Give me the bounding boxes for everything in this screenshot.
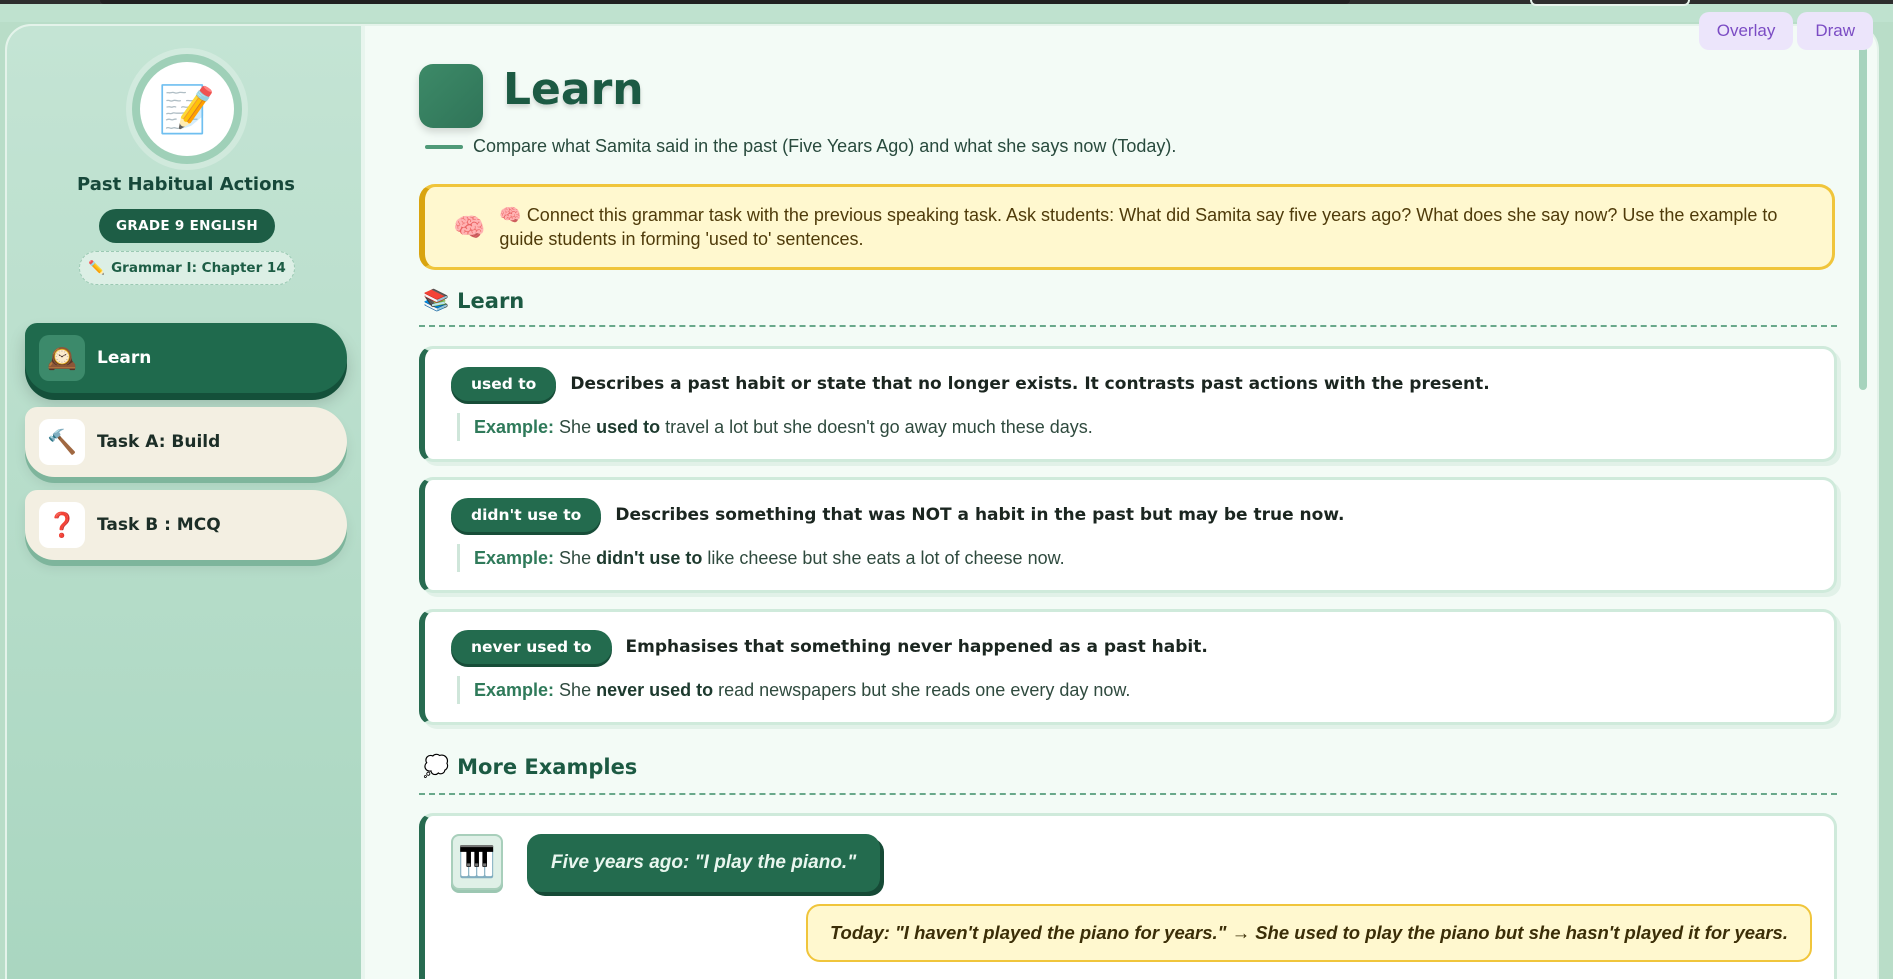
nav-item-label: Task B : MCQ bbox=[97, 515, 221, 535]
today-speech-bubble: Today: "I haven't played the piano for years." → She used to play the piano but she hasn't played it for years. bbox=[806, 904, 1812, 962]
grammar-tag: used to bbox=[451, 367, 556, 401]
example-highlight: used to bbox=[596, 416, 661, 437]
chapter-badge bbox=[79, 251, 295, 285]
title-icon-block bbox=[419, 64, 483, 128]
grammar-example bbox=[457, 544, 1065, 572]
sidebar bbox=[7, 26, 365, 979]
example-highlight: never used to bbox=[596, 679, 714, 700]
section-divider bbox=[419, 793, 1837, 795]
clock-icon: 🕰️ bbox=[39, 335, 85, 381]
nav-item-learn[interactable] bbox=[25, 323, 347, 393]
thought-bubble-icon: 💭 bbox=[423, 754, 450, 778]
example-text: travel a lot but she doesn't go away much these days. bbox=[665, 416, 1093, 437]
example-text: She bbox=[559, 416, 592, 437]
brain-icon: 🧠 bbox=[453, 211, 486, 242]
lesson-title: Past Habitual Actions bbox=[77, 174, 295, 195]
grammar-card-never-used-to bbox=[419, 609, 1837, 725]
example-text: She bbox=[559, 679, 592, 700]
note-body: Connect this grammar task with the previous speaking task. Ask students: What did Samita say five years ago? What does she say now? Use the example to guide students in forming 'used to' sentences. bbox=[499, 205, 1778, 249]
chapter-label: Grammar I: Chapter 14 bbox=[111, 260, 286, 276]
main-content bbox=[419, 26, 1839, 979]
grade-badge: GRADE 9 ENGLISH bbox=[99, 209, 275, 243]
nav-item-label: Learn bbox=[97, 348, 152, 368]
memo-icon: 📝 bbox=[140, 62, 234, 156]
grammar-definition: Describes something that was NOT a habit in the past but may be true now. bbox=[615, 505, 1345, 525]
subtitle-accent bbox=[425, 145, 463, 149]
grammar-card-used-to bbox=[419, 346, 1837, 462]
nav-item-task-b[interactable] bbox=[25, 490, 347, 560]
pencil-icon: ✏️ bbox=[88, 260, 106, 276]
overlay-button[interactable]: Overlay bbox=[1699, 12, 1794, 50]
scrollbar[interactable] bbox=[1859, 46, 1867, 390]
question-icon: ❓ bbox=[39, 502, 85, 548]
grammar-definition: Emphasises that something never happened as a past habit. bbox=[625, 637, 1208, 657]
app-frame bbox=[5, 24, 1879, 979]
example-label: Example: bbox=[474, 416, 555, 437]
example-text: like cheese but she eats a lot of cheese now. bbox=[707, 547, 1065, 568]
address-bar[interactable] bbox=[100, 0, 1350, 4]
section-title: More Examples bbox=[457, 754, 638, 779]
example-highlight: didn't use to bbox=[596, 547, 703, 568]
grammar-card-didnt-use-to bbox=[419, 477, 1837, 593]
page-title: Learn bbox=[503, 64, 644, 115]
grammar-example bbox=[457, 413, 1093, 441]
browser-button[interactable] bbox=[1530, 0, 1690, 6]
books-icon: 📚 bbox=[423, 288, 450, 312]
nav-item-task-a[interactable] bbox=[25, 407, 347, 477]
hammer-icon: 🔨 bbox=[39, 419, 85, 465]
note-text bbox=[499, 203, 1792, 251]
example-label: Example: bbox=[474, 679, 555, 700]
avatar-ring bbox=[132, 54, 242, 164]
example-label: Example: bbox=[474, 547, 555, 568]
page-subtitle: Compare what Samita said in the past (Five Years Ago) and what she says now (Today). bbox=[473, 136, 1177, 156]
section-more-examples-heading bbox=[423, 754, 637, 779]
grammar-example bbox=[457, 676, 1130, 704]
browser-top-strip bbox=[0, 0, 1893, 22]
grammar-definition: Describes a past habit or state that no longer exists. It contrasts past actions with the present. bbox=[570, 374, 1490, 394]
nav-item-label: Task A: Build bbox=[97, 432, 221, 452]
teacher-note bbox=[419, 184, 1835, 270]
section-learn-heading bbox=[423, 288, 524, 313]
draw-button[interactable]: Draw bbox=[1797, 12, 1873, 50]
section-divider bbox=[419, 325, 1837, 327]
grammar-tag: never used to bbox=[451, 630, 612, 664]
example-text: She bbox=[559, 547, 592, 568]
tool-buttons bbox=[1699, 12, 1873, 50]
piano-icon: 🎹 bbox=[451, 834, 503, 890]
example-text: read newspapers but she reads one every day now. bbox=[718, 679, 1131, 700]
grammar-tag: didn't use to bbox=[451, 498, 601, 532]
brain-icon: 🧠 bbox=[499, 205, 522, 225]
past-speech-bubble: Five years ago: "I play the piano." bbox=[527, 834, 880, 892]
example-card bbox=[419, 813, 1837, 979]
section-title: Learn bbox=[457, 288, 525, 313]
